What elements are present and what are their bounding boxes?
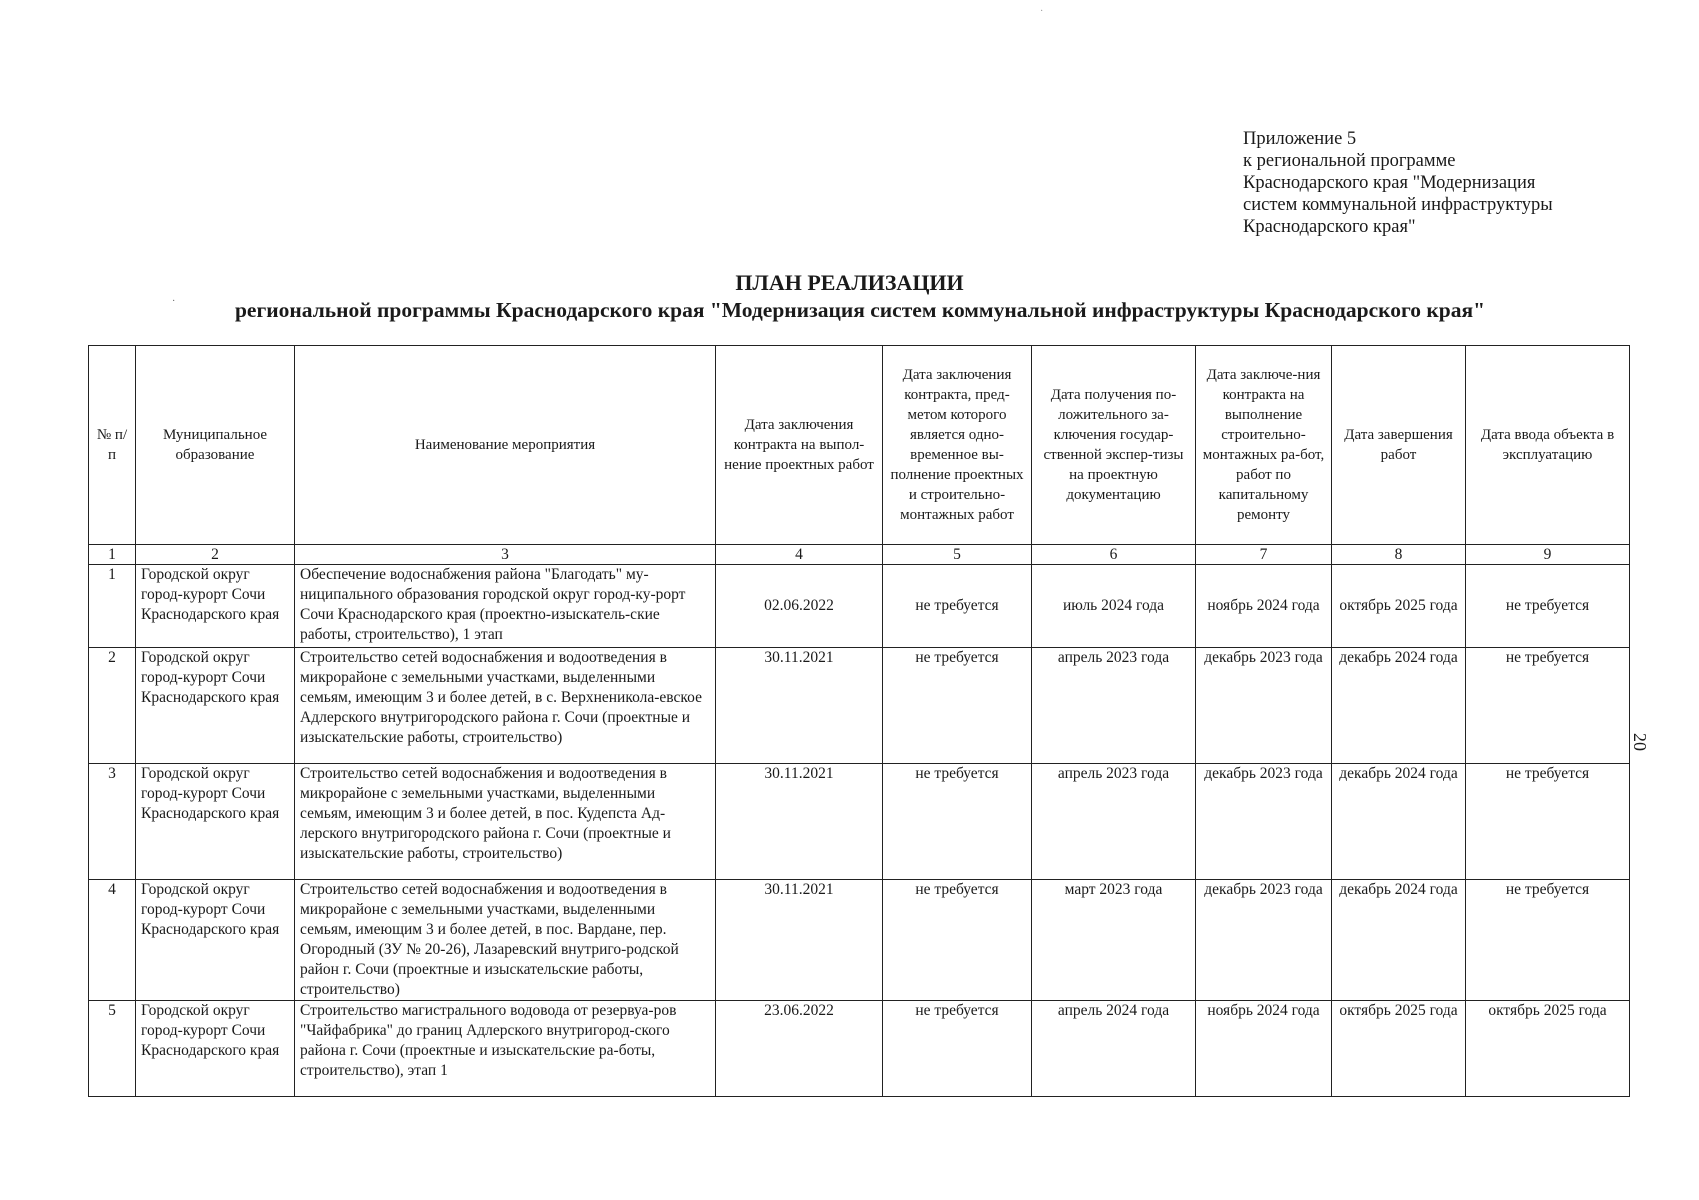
row-number: 5	[89, 1001, 136, 1097]
appendix-note: Приложение 5 к региональной программе Краснодарского края "Модернизация систем коммунальной инфраструктуры Краснодарского края"	[1243, 129, 1553, 237]
row-number: 2	[89, 648, 136, 764]
header-cell: Муниципальное образование	[136, 346, 295, 545]
column-number: 1	[89, 545, 136, 565]
municipality-cell: Городской округ город-курорт Сочи Краснодарского края	[136, 565, 295, 648]
row-number: 1	[89, 565, 136, 648]
completion-date: октябрь 2025 года	[1332, 565, 1466, 648]
completion-date: декабрь 2024 года	[1332, 764, 1466, 880]
page-number: 20	[1630, 733, 1650, 751]
commissioning-date: не требуется	[1466, 880, 1630, 1001]
column-number-row	[89, 545, 1630, 565]
column-number: 5	[883, 545, 1032, 565]
completion-date: декабрь 2024 года	[1332, 880, 1466, 1001]
implementation-plan-table	[88, 345, 1630, 1097]
construction-contract-date: ноябрь 2024 года	[1196, 565, 1332, 648]
scan-mark: ·	[172, 296, 176, 307]
expertise-date: июль 2024 года	[1032, 565, 1196, 648]
construction-contract-date: декабрь 2023 года	[1196, 648, 1332, 764]
construction-contract-date: декабрь 2023 года	[1196, 764, 1332, 880]
column-number: 6	[1032, 545, 1196, 565]
combined-contract-date: не требуется	[883, 880, 1032, 1001]
table-row	[89, 880, 1630, 1001]
municipality-cell: Городской округ город-курорт Сочи Краснодарского края	[136, 1001, 295, 1097]
design-contract-date: 02.06.2022	[716, 565, 883, 648]
expertise-date: апрель 2023 года	[1032, 648, 1196, 764]
municipality-cell: Городской округ город-курорт Сочи Краснодарского края	[136, 648, 295, 764]
column-number: 2	[136, 545, 295, 565]
combined-contract-date: не требуется	[883, 648, 1032, 764]
completion-date: октябрь 2025 года	[1332, 1001, 1466, 1097]
table-row	[89, 648, 1630, 764]
document-subtitle: региональной программы Краснодарского края "Модернизация систем коммунальной инфраструктуры Краснодарского края"	[234, 298, 1486, 322]
measure-name-cell: Обеспечение водоснабжения района "Благодать" му-ниципального образования городской округ город-ку-рорт Сочи Краснодарского края (проектно-изыскатель-ские работы, строительство), 1 этап	[295, 565, 716, 648]
completion-date: декабрь 2024 года	[1332, 648, 1466, 764]
expertise-date: март 2023 года	[1032, 880, 1196, 1001]
column-number: 7	[1196, 545, 1332, 565]
design-contract-date: 30.11.2021	[716, 764, 883, 880]
construction-contract-date: декабрь 2023 года	[1196, 880, 1332, 1001]
municipality-cell: Городской округ город-курорт Сочи Краснодарского края	[136, 880, 295, 1001]
expertise-date: апрель 2024 года	[1032, 1001, 1196, 1097]
combined-contract-date: не требуется	[883, 1001, 1032, 1097]
table-row	[89, 565, 1630, 648]
combined-contract-date: не требуется	[883, 764, 1032, 880]
document-title: ПЛАН РЕАЛИЗАЦИИ	[735, 270, 964, 295]
construction-contract-date: ноябрь 2024 года	[1196, 1001, 1332, 1097]
header-cell: Дата заключения контракта, пред-метом которого является одно-временное вы-полнение проектных и строительно-монтажных работ	[883, 346, 1032, 545]
scan-speck: ·	[1040, 6, 1044, 17]
column-number: 9	[1466, 545, 1630, 565]
measure-name-cell: Строительство сетей водоснабжения и водоотведения в микрорайоне с земельными участками, выделенными семьям, имеющим 3 и более детей, в пос. Кудепста Ад-лерского внутригородского района г. Сочи (проектные и изыскательские работы, строительство)	[295, 764, 716, 880]
column-number: 4	[716, 545, 883, 565]
row-number: 4	[89, 880, 136, 1001]
design-contract-date: 30.11.2021	[716, 880, 883, 1001]
commissioning-date: октябрь 2025 года	[1466, 1001, 1630, 1097]
header-cell: Дата получения по-ложительного за-ключения государ-ственной экспер-тизы на проектную документацию	[1032, 346, 1196, 545]
header-cell: № п/п	[89, 346, 136, 545]
row-number: 3	[89, 764, 136, 880]
header-cell: Дата заключе-ния контракта на выполнение строительно-монтажных ра-бот, работ по капитальному ремонту	[1196, 346, 1332, 545]
table-row	[89, 1001, 1630, 1097]
measure-name-cell: Строительство сетей водоснабжения и водоотведения в микрорайоне с земельными участками, выделенными семьям, имеющим 3 и более детей, в пос. Вардане, пер. Огородный (ЗУ № 20-26), Лазаревский внутриго-родской район г. Сочи (проектные и изыскательские работы, строительство)	[295, 880, 716, 1001]
municipality-cell: Городской округ город-курорт Сочи Краснодарского края	[136, 764, 295, 880]
commissioning-date: не требуется	[1466, 648, 1630, 764]
header-cell: Дата ввода объекта в эксплуатацию	[1466, 346, 1630, 545]
column-number: 8	[1332, 545, 1466, 565]
header-cell: Наименование мероприятия	[295, 346, 716, 545]
table-row	[89, 764, 1630, 880]
combined-contract-date: не требуется	[883, 565, 1032, 648]
header-cell: Дата завершения работ	[1332, 346, 1466, 545]
column-number: 3	[295, 545, 716, 565]
measure-name-cell: Строительство сетей водоснабжения и водоотведения в микрорайоне с земельными участками, выделенными семьям, имеющим 3 и более детей, в с. Верхненикола-евское Адлерского внутригородского района г. Сочи (проектные и изыскательские работы, строительство)	[295, 648, 716, 764]
commissioning-date: не требуется	[1466, 764, 1630, 880]
measure-name-cell: Строительство магистрального водовода от резервуа-ров "Чайфабрика" до границ Адлерского внутригород-ского района г. Сочи (проектные и изыскательские ра-боты, строительство), этап 1	[295, 1001, 716, 1097]
design-contract-date: 23.06.2022	[716, 1001, 883, 1097]
header-cell: Дата заключения контракта на выпол-нение проектных работ	[716, 346, 883, 545]
expertise-date: апрель 2023 года	[1032, 764, 1196, 880]
design-contract-date: 30.11.2021	[716, 648, 883, 764]
table-header-row	[89, 346, 1630, 545]
commissioning-date: не требуется	[1466, 565, 1630, 648]
